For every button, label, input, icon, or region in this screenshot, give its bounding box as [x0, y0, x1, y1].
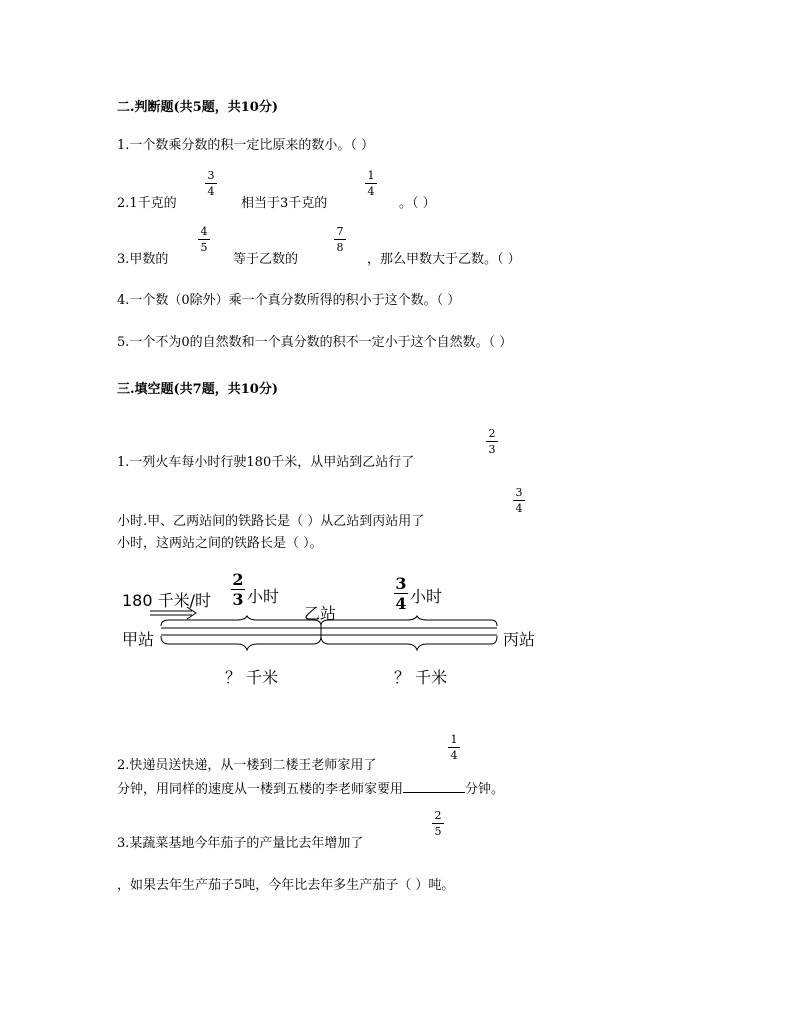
- denominator: 4: [367, 185, 375, 198]
- judge-q2-part-c: 。（ ）: [399, 196, 436, 211]
- station-bing-label: 丙站: [503, 630, 536, 649]
- fill-q1-line1: 1.一列火车每小时行驶180千米，从甲站到乙站行了: [117, 455, 415, 470]
- denominator: 4: [450, 749, 458, 762]
- diagram-fraction-2-3: [231, 571, 245, 608]
- hours-label-1: 小时: [247, 587, 280, 606]
- fraction-3-4: [203, 170, 219, 198]
- distance-unknown-left: ？ 千米: [225, 668, 279, 687]
- judge-q5: 5.一个不为0的自然数和一个真分数的积不一定小于这个自然数。（ ）: [117, 335, 513, 350]
- numerator: 2: [232, 570, 244, 589]
- denominator: 4: [207, 185, 215, 198]
- denominator: 4: [515, 502, 523, 515]
- judge-q3-part-b: 等于乙数的: [233, 252, 299, 267]
- speed-label: 180 千米/时: [122, 591, 212, 610]
- numerator: 4: [200, 225, 208, 238]
- diagram-fraction-3-4: [394, 575, 408, 612]
- numerator: 1: [450, 733, 458, 746]
- judge-q3-part-a: 3.甲数的: [117, 252, 169, 267]
- numerator: 3: [395, 574, 407, 593]
- section2-title: 二.判断题(共5题，共10分): [117, 100, 278, 115]
- fraction-2-3: [484, 428, 500, 456]
- fill-q2-line1: 2.快递员送快递，从一楼到二楼王老师家用了: [117, 758, 377, 773]
- denominator: 5: [434, 825, 442, 838]
- numerator: 1: [367, 169, 375, 182]
- denominator: 3: [488, 443, 496, 456]
- fill-q2-line2-unit: 分钟。: [465, 782, 505, 797]
- fraction-7-8: [332, 226, 348, 254]
- denominator: 4: [395, 594, 407, 613]
- distance-unknown-right: ？ 千米: [394, 668, 448, 687]
- judge-q1: 1.一个数乘分数的积一定比原来的数小。（ ）: [117, 138, 375, 153]
- numerator: 2: [488, 427, 496, 440]
- fill-q3-line1: 3.某蔬菜基地今年茄子的产量比去年增加了: [117, 836, 364, 851]
- fill-q2-line2-text: 分钟，用同样的速度从一楼到五楼的李老师家要用: [117, 782, 404, 797]
- fraction-1-4: [363, 170, 379, 198]
- judge-q4: 4.一个数（0除外）乘一个真分数所得的积小于这个数。（ ）: [117, 293, 461, 308]
- numerator: 7: [336, 225, 344, 238]
- judge-q2-part-b: 相当于3千克的: [241, 196, 328, 211]
- station-yi-label: 乙站: [304, 604, 337, 623]
- fraction-2-5: [430, 810, 446, 838]
- denominator: 5: [200, 241, 208, 254]
- denominator: 8: [336, 241, 344, 254]
- railway-track: [155, 614, 505, 658]
- fraction-4-5: [196, 226, 212, 254]
- numerator: 2: [434, 809, 442, 822]
- denominator: 3: [232, 590, 244, 609]
- fill-q3-line2: ，如果去年生产茄子5吨，今年比去年多生产茄子（ ）吨。: [117, 878, 455, 893]
- numerator: 3: [207, 169, 215, 182]
- fill-q1-line2: 小时.甲、乙两站间的铁路长是（ ）从乙站到丙站用了: [117, 514, 425, 529]
- fraction-1-4: [446, 734, 462, 762]
- fill-q2-line2: [117, 780, 504, 798]
- fill-q1-line3: 小时，这两站之间的铁路长是（ ）。: [117, 536, 323, 551]
- judge-q2-part-a: 2.1千克的: [117, 196, 177, 211]
- numerator: 3: [515, 486, 523, 499]
- judge-q3-part-c: ，那么甲数大于乙数。（ ）: [367, 252, 521, 267]
- section3-title: 三.填空题(共7题，共10分): [117, 382, 278, 397]
- answer-blank[interactable]: [403, 780, 465, 793]
- fraction-3-4: [511, 487, 527, 515]
- station-jia-label: 甲站: [122, 630, 155, 649]
- hours-label-2: 小时: [410, 587, 443, 606]
